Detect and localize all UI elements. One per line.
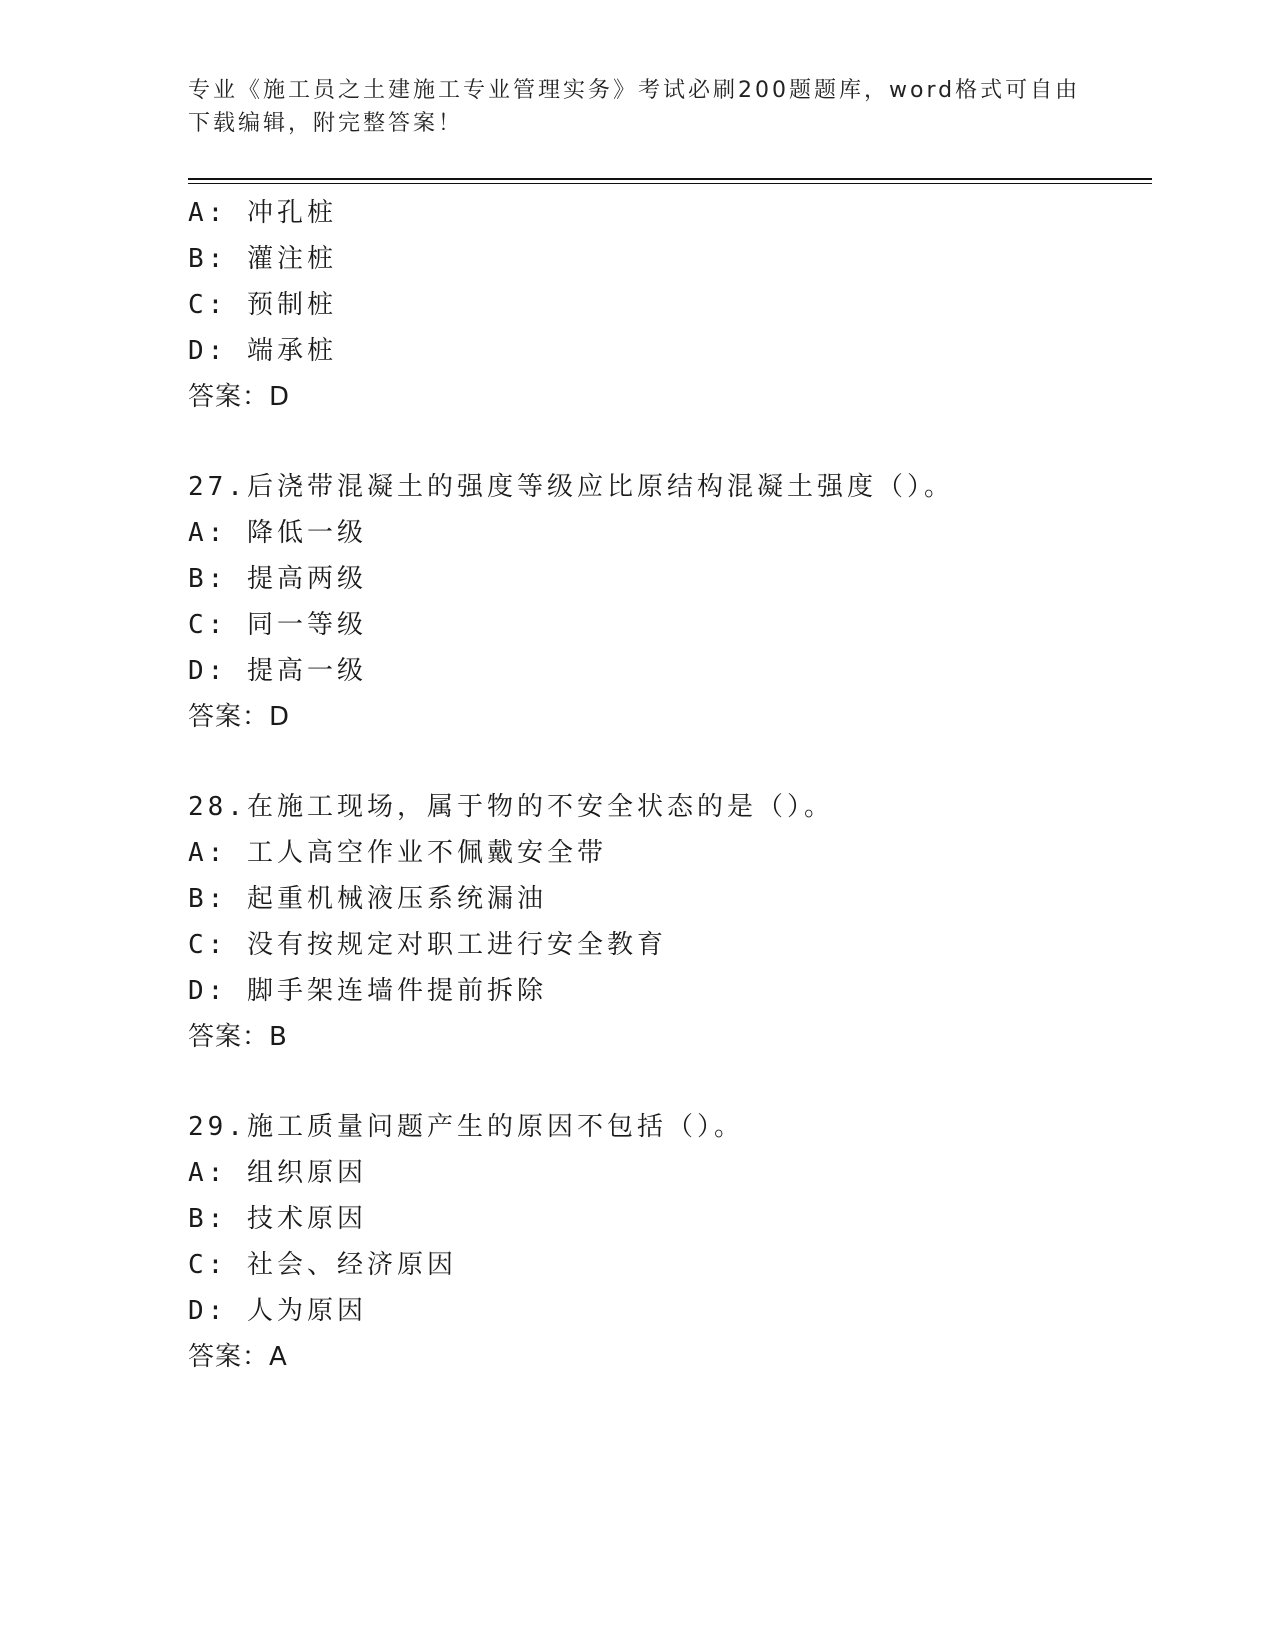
question-text: 27.后浇带混凝土的强度等级应比原结构混凝土强度（）。 [188,472,954,502]
option-c: C: 同一等级 [188,610,367,640]
question-block [188,190,1152,420]
option-b: B: 提高两级 [188,564,367,594]
option-a: A: 降低一级 [188,518,367,548]
question-text: 29.施工质量问题产生的原因不包括（）。 [188,1112,744,1142]
answer-text: 答案：A [188,1342,288,1372]
option-a: A: 工人高空作业不佩戴安全带 [188,838,607,868]
option-c: C: 预制桩 [188,290,337,320]
document-header: 专业《施工员之土建施工专业管理实务》考试必刷200题题库，word格式可自由下载编辑，附完整答案！ [188,78,1081,136]
question-block [188,464,1152,740]
header-divider-thick [188,178,1152,180]
header-divider-thin [188,183,1152,184]
question-block [188,784,1152,1060]
option-b: B: 技术原因 [188,1204,367,1234]
answer-text: 答案：B [188,1022,288,1052]
option-c: C: 没有按规定对职工进行安全教育 [188,930,667,960]
option-d: D: 人为原因 [188,1296,367,1326]
option-b: B: 起重机械液压系统漏油 [188,884,547,914]
question-list [188,190,1152,1380]
question-block [188,1104,1152,1380]
option-d: D: 脚手架连墙件提前拆除 [188,976,547,1006]
option-d: D: 提高一级 [188,656,367,686]
answer-text: 答案：D [188,702,291,732]
answer-text: 答案：D [188,382,291,412]
option-b: B: 灌注桩 [188,244,337,274]
option-c: C: 社会、经济原因 [188,1250,457,1280]
question-text: 28.在施工现场，属于物的不安全状态的是（）。 [188,792,834,822]
option-d: D: 端承桩 [188,336,337,366]
option-a: A: 冲孔桩 [188,198,337,228]
option-a: A: 组织原因 [188,1158,367,1188]
